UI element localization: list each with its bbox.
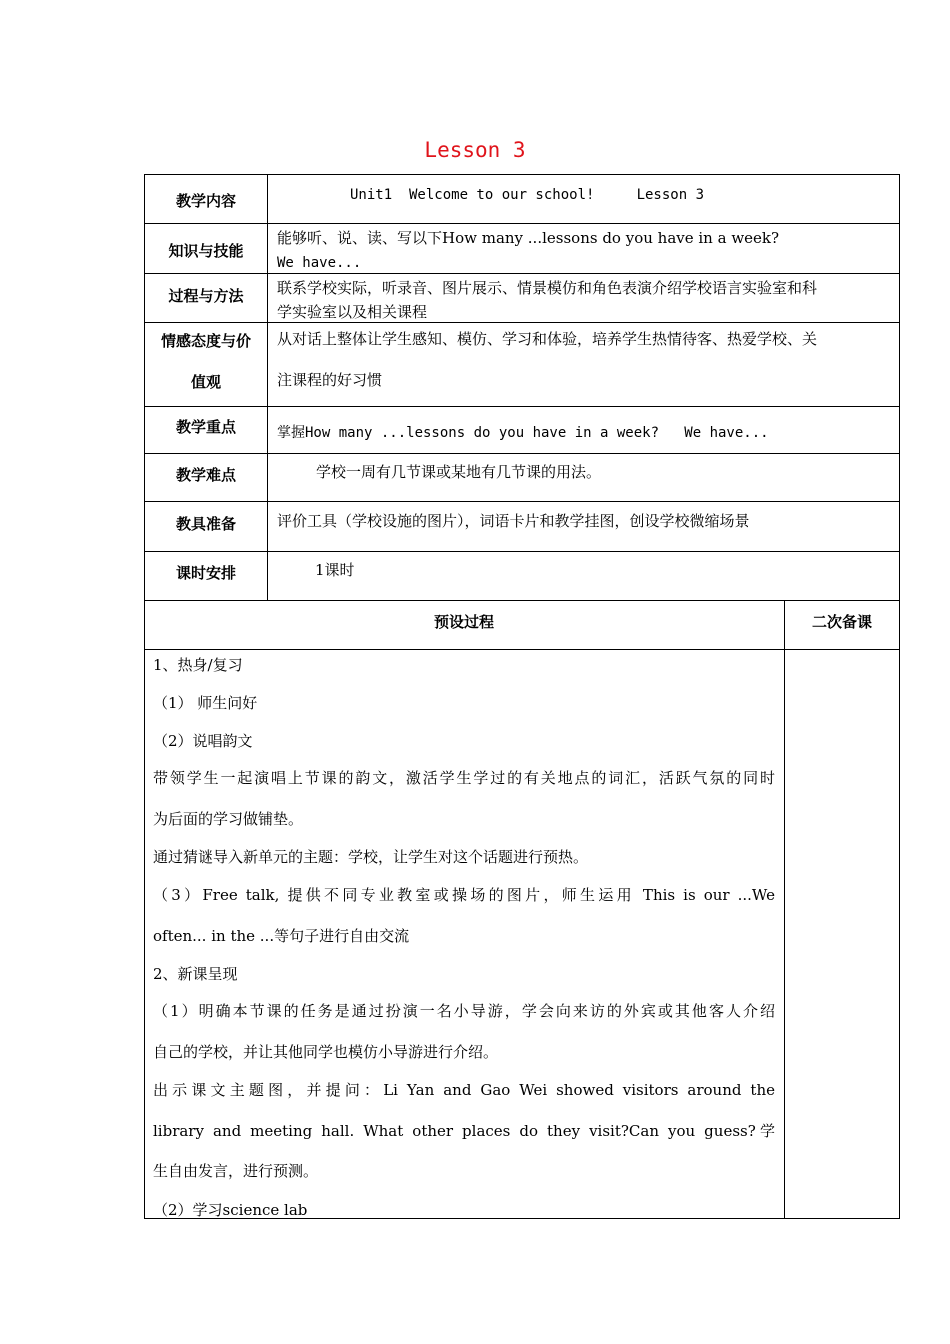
process-line: 为后面的学习做铺垫。 <box>153 810 304 828</box>
row-value-key-point: 掌握How many ...lessons do you have in a week? We have... <box>277 425 769 441</box>
process-line: （3）Free talk, 提供不同专业教室或操场的图片，师生运用 This is our ...We <box>153 886 775 904</box>
row-label-content: 教学内容 <box>175 192 236 210</box>
process-line: 自己的学校，并让其他同学也模仿小导游进行介绍。 <box>153 1043 499 1061</box>
row-label-attitude-1: 情感态度与价 <box>160 332 251 350</box>
row-label-schedule: 课时安排 <box>175 564 236 582</box>
process-line: （2）学习science lab <box>153 1201 308 1219</box>
row-label-attitude-2: 值观 <box>190 373 221 391</box>
row-value-method-line1: 联系学校实际，听录音、图片展示、情景模仿和角色表演介绍学校语言实验室和科 <box>277 279 818 297</box>
second-prep-header: 二次备课 <box>811 613 872 631</box>
process-line: often... in the ...等句子进行自由交流 <box>153 927 410 945</box>
row-value-attitude-line2: 注课程的好习惯 <box>277 371 383 389</box>
process-line: （1） 师生问好 <box>153 694 258 712</box>
row-label-materials: 教具准备 <box>175 515 236 533</box>
row-value-skills-line2: We have... <box>277 255 362 271</box>
process-line: 出示课文主题图，并提问：Li Yan and Gao Wei showed visitors around the <box>153 1081 775 1099</box>
process-line: 1、热身/复习 <box>153 656 243 674</box>
row-value-difficulty: 学校一周有几节课或某地有几节课的用法。 <box>316 463 602 481</box>
row-value-skills-line1: 能够听、说、读、写以下How many ...lessons do you have in a week? <box>277 229 780 247</box>
process-line: （1）明确本节课的任务是通过扮演一名小导游，学会向来访的外宾或其他客人介绍 <box>153 1002 775 1020</box>
row-value-schedule: 1课时 <box>315 561 355 579</box>
process-line: （2）说唱韵文 <box>153 732 253 750</box>
row-value-attitude-line1: 从对话上整体让学生感知、模仿、学习和体验，培养学生热情待客、热爱学校、关 <box>277 330 818 348</box>
process-line: 2、新课呈现 <box>153 965 238 983</box>
process-line: 生自由发言，进行预测。 <box>153 1162 319 1180</box>
lesson-plan-table <box>144 174 900 1219</box>
process-line: 通过猜谜导入新单元的主题：学校，让学生对这个话题进行预热。 <box>153 848 589 866</box>
row-label-method: 过程与方法 <box>168 287 244 305</box>
row-value-method-line2: 学实验室以及相关课程 <box>277 303 428 321</box>
row-label-difficulty: 教学难点 <box>175 466 236 484</box>
row-label-key-point: 教学重点 <box>175 418 236 436</box>
process-line: 带领学生一起演唱上节课的韵文，激活学生学过的有关地点的词汇，活跃气氛的同时 <box>153 769 775 787</box>
process-line: library and meeting hall. What other places do they visit?Can you guess?学 <box>153 1122 775 1140</box>
row-value-content: Unit1 Welcome to our school! Lesson 3 <box>350 187 705 203</box>
page-title: Lesson 3 <box>424 138 526 162</box>
process-header: 预设过程 <box>433 613 494 631</box>
row-value-materials: 评价工具（学校设施的图片），词语卡片和教学挂图，创设学校微缩场景 <box>277 512 750 530</box>
row-label-skills: 知识与技能 <box>168 242 244 260</box>
